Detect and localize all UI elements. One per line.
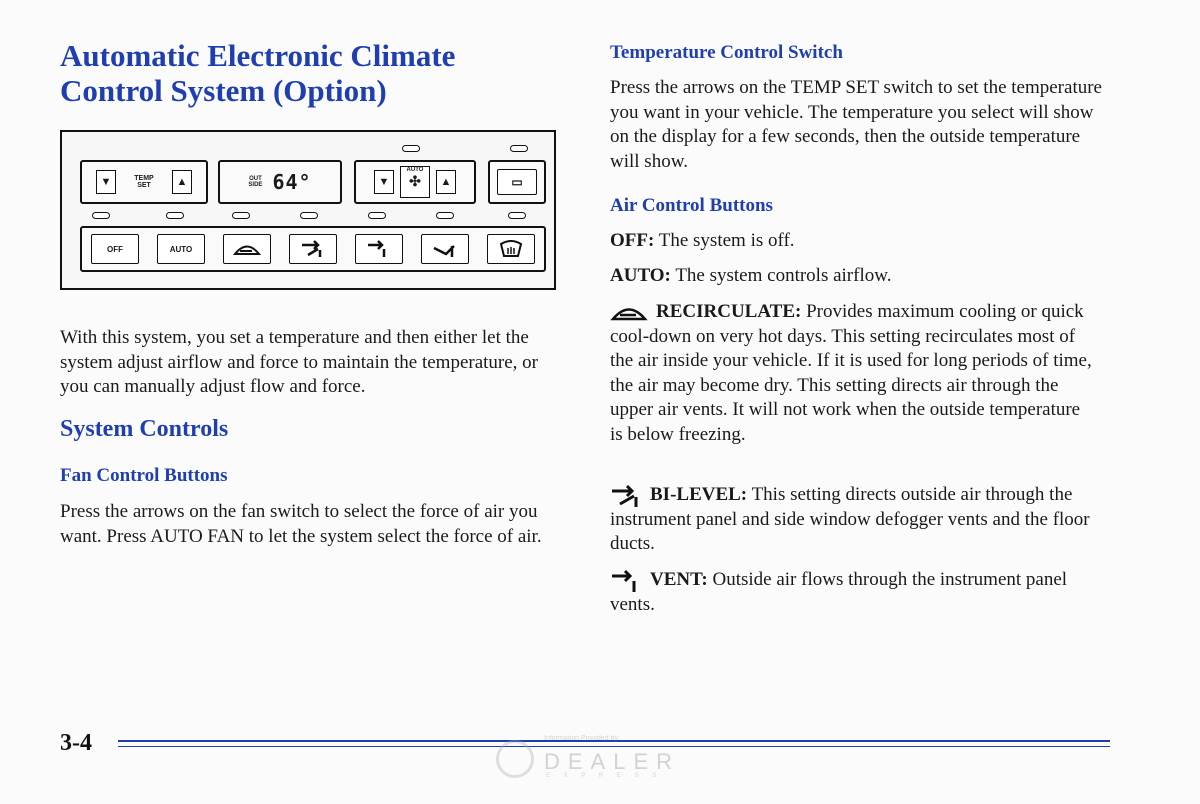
- bi-level-item: [610, 483, 1106, 557]
- vent-button: [355, 234, 403, 264]
- fan-control-paragraph: Press the arrows on the fan switch to select the force of air you want. Press AUTO FAN to let the system select the force of air.: [60, 501, 542, 547]
- temperature-display: [218, 160, 342, 204]
- fan-up-arrow-icon: ▲: [436, 170, 456, 194]
- led-1: [92, 212, 110, 219]
- led-2: [166, 212, 184, 219]
- temp-set-label: TEMP SET: [134, 175, 154, 189]
- recirculate-item: [610, 300, 1096, 447]
- led-top-2: [510, 145, 528, 152]
- auto-button: AUTO: [157, 234, 205, 264]
- air-control-heading: Air Control Buttons: [610, 195, 773, 216]
- fan-auto-label: AUTO: [406, 167, 424, 173]
- watermark-sub: E X P R E S S: [546, 773, 663, 779]
- recirculate-text: Provides maximum cooling or quick cool-down on very hot days. This setting recirculates most of the air inside your vehicle. If it is used for long periods of time, the air may become dry. This setting directs air through the upper air vents. It will not work when the outside temperature is below freezing.: [610, 301, 1092, 445]
- bi-level-label: BI-LEVEL:: [650, 484, 748, 505]
- fan-switch: [354, 160, 476, 204]
- temp-control-heading: Temperature Control Switch: [610, 42, 843, 63]
- watermark-logo-icon: [496, 740, 534, 778]
- vent-text: Outside air flows through the instrument panel vents.: [610, 569, 1068, 615]
- page-number: 3-4: [60, 730, 92, 756]
- recirculate-button: [223, 234, 271, 264]
- vent-label: VENT:: [650, 569, 708, 590]
- off-text: The system is off.: [658, 230, 795, 251]
- led-7: [508, 212, 526, 219]
- rear-defrost-icon: ▭: [497, 169, 537, 195]
- led-3: [232, 212, 250, 219]
- auto-text: The system controls airflow.: [675, 265, 892, 286]
- title-line-2: Control System (Option): [60, 73, 387, 108]
- system-controls-heading: System Controls: [60, 416, 229, 442]
- bi-level-icon: [300, 240, 326, 258]
- bi-level-button: [289, 234, 337, 264]
- fan-control-heading: Fan Control Buttons: [60, 465, 228, 486]
- watermark: [496, 735, 696, 785]
- mode-buttons-row: [80, 226, 546, 272]
- vent-item: [610, 568, 1096, 617]
- led-top-1: [402, 145, 420, 152]
- display-value: 64°: [272, 170, 312, 194]
- off-button: OFF: [91, 234, 139, 264]
- recirculate-icon: [232, 241, 262, 257]
- led-4: [300, 212, 318, 219]
- bi-level-icon: [610, 484, 642, 508]
- climate-panel-illustration: [60, 130, 556, 290]
- auto-item: [610, 264, 1110, 289]
- vent-icon: [610, 569, 642, 593]
- led-6: [436, 212, 454, 219]
- temp-set-switch: [80, 160, 208, 204]
- led-5: [368, 212, 386, 219]
- defrost-icon: [498, 240, 524, 258]
- page-title: [60, 38, 580, 108]
- watermark-top: Information Provided by:: [544, 735, 620, 742]
- floor-button: [421, 234, 469, 264]
- bi-level-text: This setting directs outside air through the instrument panel and side window defogger vents and the floor ducts.: [610, 484, 1090, 555]
- recirculate-label: RECIRCULATE:: [656, 301, 802, 322]
- watermark-main: DEALER: [544, 749, 681, 774]
- off-item: [610, 229, 1110, 254]
- intro-paragraph: With this system, you set a temperature and then either let the system adjust airflow and force to maintain the temperature, or you can manually adjust flow and force.: [60, 327, 539, 397]
- rear-defrost-button: [488, 160, 546, 204]
- defrost-button: [487, 234, 535, 264]
- title-line-1: Automatic Electronic Climate: [60, 38, 456, 73]
- off-label: OFF:: [610, 230, 655, 251]
- fan-auto-cell: [400, 166, 430, 198]
- temp-up-arrow-icon: ▲: [172, 170, 192, 194]
- temp-control-paragraph: Press the arrows on the TEMP SET switch to set the temperature you want in your vehicle. The temperature you select will show on the display for a few seconds, then the outside temperature will show.: [610, 77, 1102, 172]
- fan-down-arrow-icon: ▼: [374, 170, 394, 194]
- auto-label: AUTO:: [610, 265, 671, 286]
- outside-label: OUT SIDE: [248, 176, 263, 188]
- recirculate-icon: [610, 304, 648, 322]
- temp-down-arrow-icon: ▼: [96, 170, 116, 194]
- vent-icon: [366, 240, 392, 258]
- fan-icon: ✣: [409, 173, 421, 189]
- floor-icon: [432, 240, 458, 258]
